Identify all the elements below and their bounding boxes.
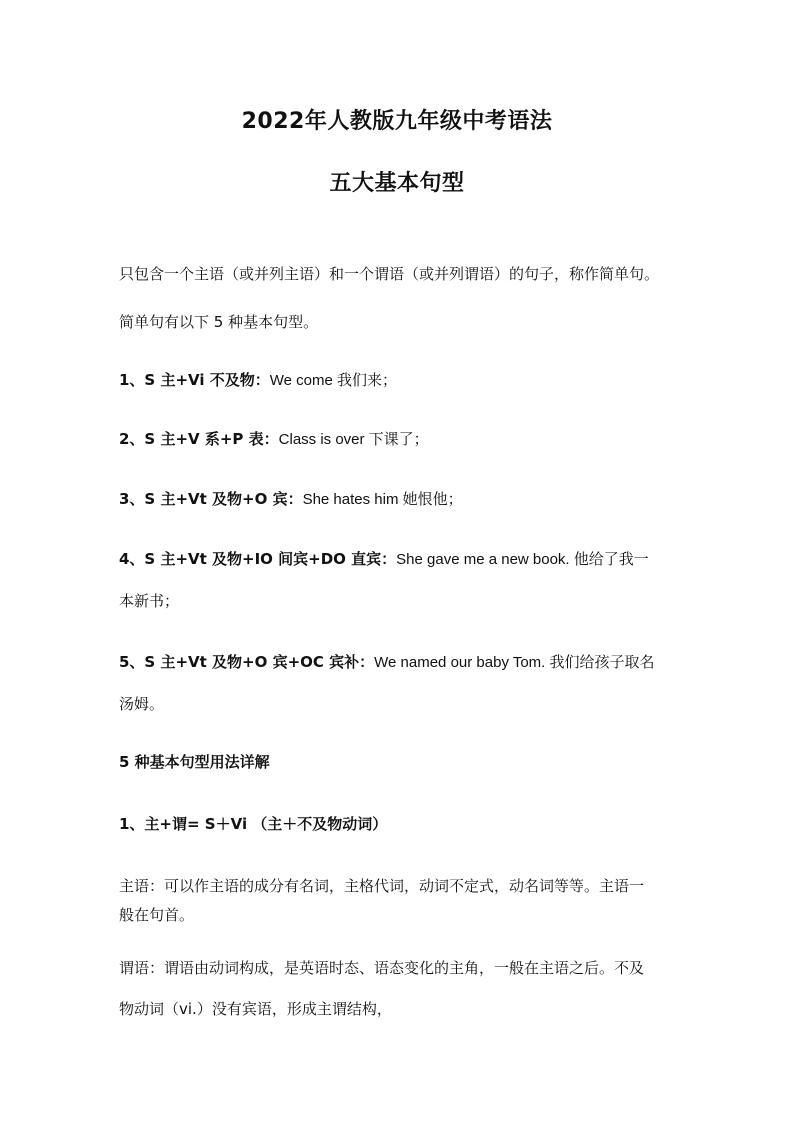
pattern-4-label: 4、S 主+Vt 及物+IO 间宾+DO 直宾：: [119, 550, 397, 568]
predicate-explanation-line-1: 谓语：谓语由动词构成，是英语时态、语态变化的主角，一般在主语之后。不及: [119, 959, 645, 977]
document-title: 2022年人教版九年级中考语法: [241, 109, 553, 134]
pattern-2: [119, 429, 679, 450]
pattern-5-label: 5、S 主+Vt 及物+O 宾+OC 宾补：: [119, 653, 375, 671]
section-subheading: 1、主+谓= S＋Vi （主＋不及物动词）: [119, 815, 388, 833]
pattern-1: [119, 370, 679, 391]
predicate-explanation-line-2: 物动词（vi.）没有宾语，形成主谓结构，: [119, 1000, 392, 1018]
intro-line-2: 简单句有以下 5 种基本句型。: [119, 313, 319, 331]
pattern-3: [119, 489, 679, 510]
pattern-2-label: 2、S 主+V 系+P 表：: [119, 430, 279, 448]
document-subtitle: 五大基本句型: [329, 171, 465, 196]
pattern-4-continuation: 本新书；: [119, 592, 180, 610]
section-heading: 5 种基本句型用法详解: [119, 753, 270, 771]
intro-line-1: 只包含一个主语（或并列主语）和一个谓语（或并列谓语）的句子，称作简单句。: [119, 265, 660, 283]
pattern-5-continuation: 汤姆。: [119, 695, 165, 713]
subject-explanation-line-1: 主语：可以作主语的成分有名词，主格代词，动词不定式，动名词等等。主语一: [119, 877, 645, 895]
pattern-2-example: Class is over 下课了；: [278, 431, 429, 448]
pattern-1-label: 1、S 主+Vi 不及物：: [119, 371, 270, 389]
pattern-5-example: We named our baby Tom. 我们给孩子取名: [374, 654, 655, 671]
subject-explanation-line-2: 般在句首。: [119, 906, 195, 924]
pattern-4-example: She gave me a new book. 他给了我一: [396, 551, 649, 568]
pattern-5: [119, 652, 679, 673]
pattern-1-example: We come 我们来；: [269, 372, 397, 389]
pattern-3-label: 3、S 主+Vt 及物+O 宾：: [119, 490, 303, 508]
pattern-3-example: She hates him 她恨他；: [302, 491, 463, 508]
pattern-4: [119, 549, 679, 570]
